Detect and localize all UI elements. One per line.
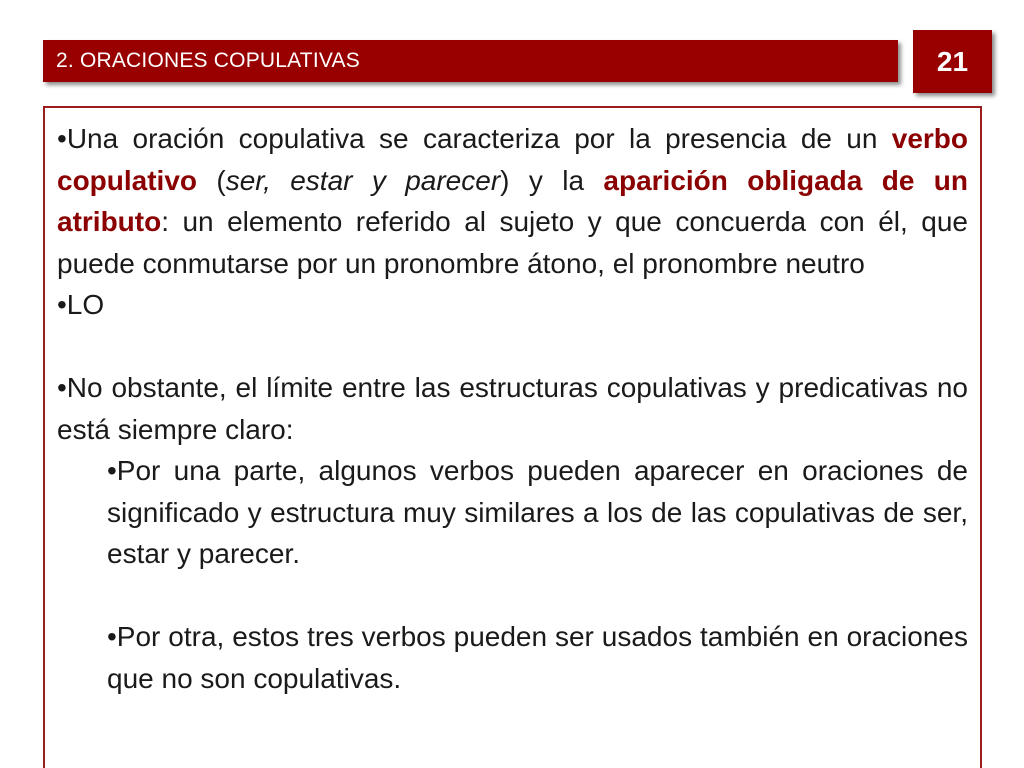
spacer [57,575,968,617]
paragraph-por-una-parte: •Por una parte, algunos verbos pueden aparecer en oraciones de significado y estructura muy similares a los de las copulativas de ser, estar y parecer. [107,455,968,569]
italic-verbs: ser, estar y parecer [225,164,501,196]
text-segment: : un elemento referido al sujeto y que concuerda con él, que puede conmutarse por un pronombre átono, el pronombre neutro [57,206,968,279]
bullet: • [57,123,67,154]
slide-title: 2. ORACIONES COPULATIVAS [43,40,898,82]
paragraph-lo: •LO [57,289,105,320]
text-segment: ( [197,164,226,196]
spacer [57,326,968,368]
page-number-badge: 21 [913,30,992,93]
highlight-verbo-copulativo: verbo copulativo [57,123,968,196]
text-segment: Una oración copulativa se caracteriza por la presencia de un [66,123,892,154]
content-box [43,106,982,768]
paragraph-por-otra: •Por otra, estos tres verbos pueden ser usados también en oraciones que no son copulativas. [107,621,968,694]
paragraph-definition [57,118,968,284]
text-segment: ) y la [500,164,604,196]
highlight-atributo: aparición obligada de un atributo [57,164,968,237]
paragraph-limite: •No obstante, el límite entre las estructuras copulativas y predicativas no está siempre claro: [57,372,968,445]
